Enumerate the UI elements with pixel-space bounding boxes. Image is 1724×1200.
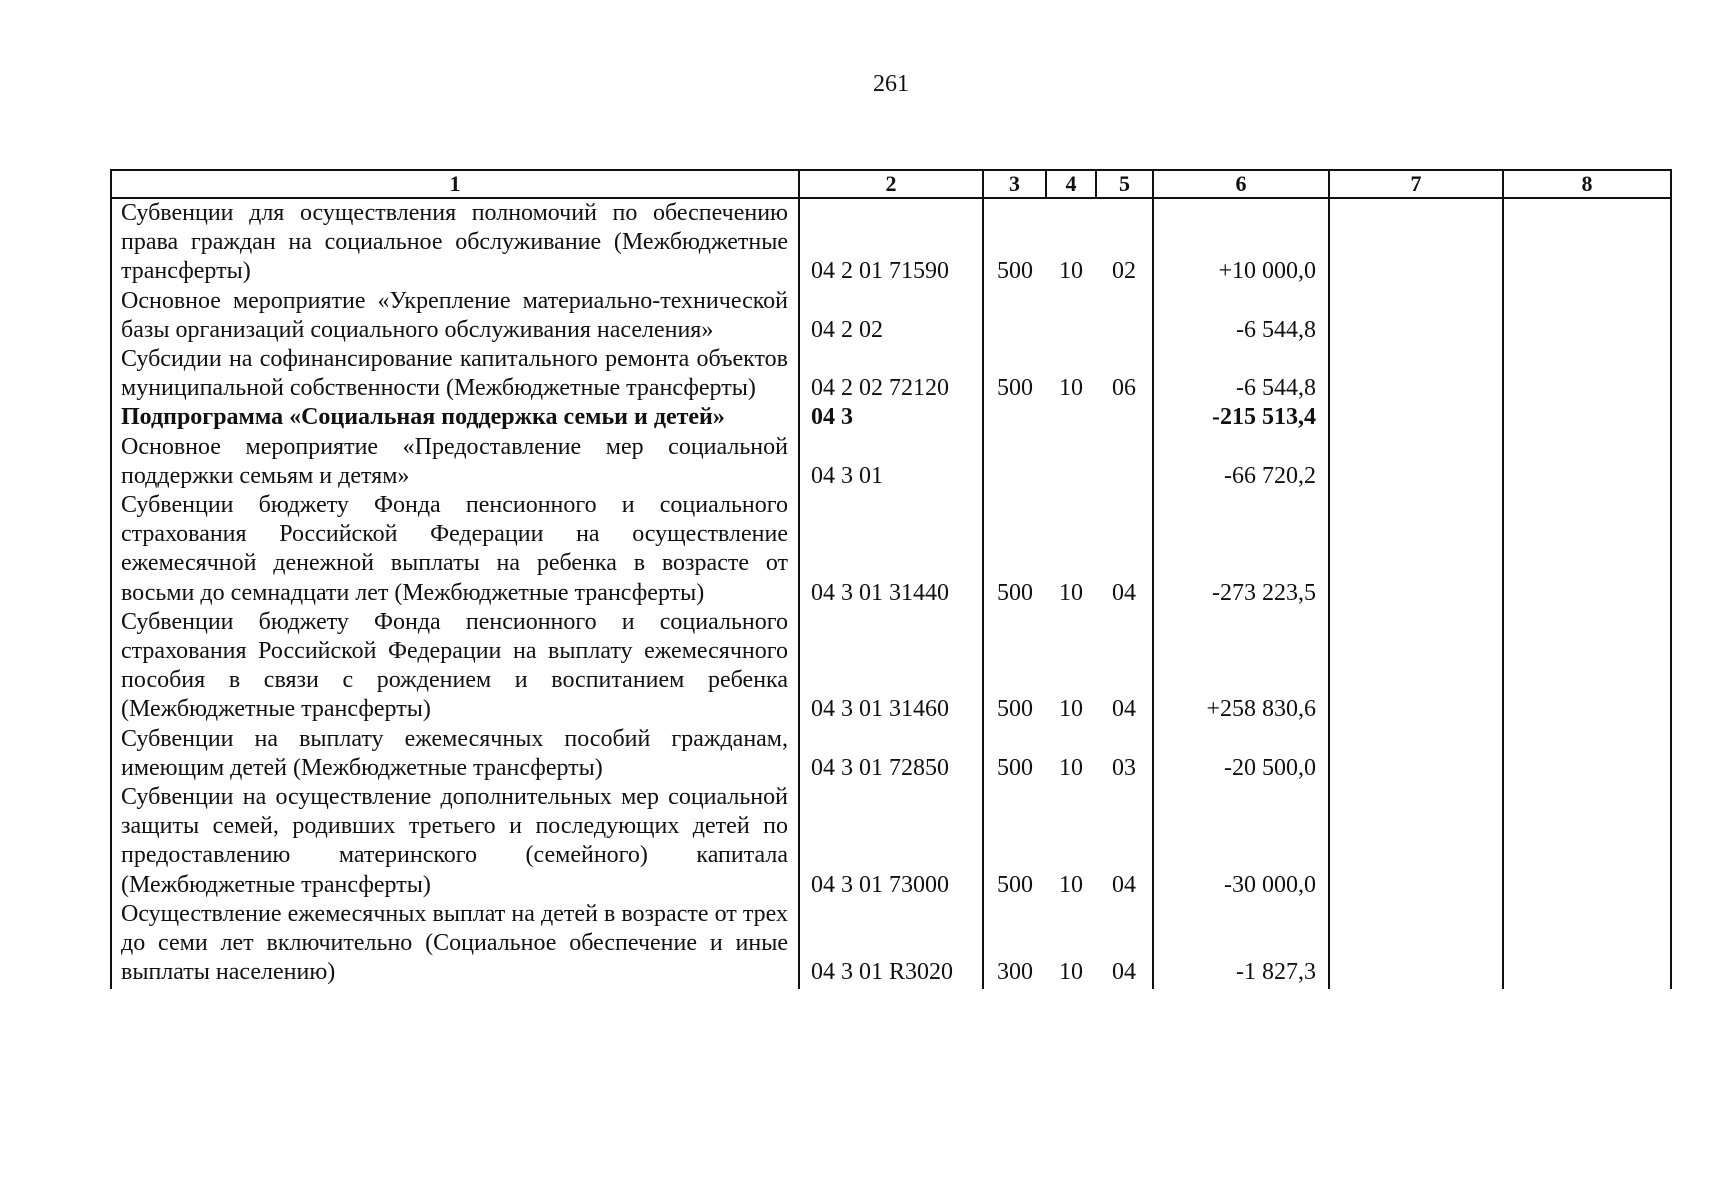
row-col4-cell: 10 xyxy=(1059,375,1083,402)
row-code-cell: 04 3 01 73000 xyxy=(799,783,983,900)
row-col4-cell xyxy=(1046,403,1096,432)
row-col7-cell xyxy=(1329,198,1503,287)
row-amount-cell: -20 500,0 xyxy=(1153,725,1329,783)
table-header-row xyxy=(111,170,1671,198)
table-row xyxy=(111,900,1671,990)
row-col7-cell xyxy=(1329,491,1503,608)
row-amount-cell: -273 223,5 xyxy=(1153,491,1329,608)
row-col8-cell xyxy=(1503,783,1671,900)
row-amount-cell: +258 830,6 xyxy=(1153,608,1329,725)
row-col3-cell: 500 xyxy=(983,725,1046,783)
row-name-cell: Субсидии на софинансирование капитального ремонта объектов муниципальной собственности (Межбюджетные трансферты) xyxy=(111,345,799,403)
row-col5-cell: 03 xyxy=(1096,725,1153,783)
row-col7-cell xyxy=(1329,725,1503,783)
row-amount-cell: -6 544,8 xyxy=(1153,287,1329,345)
budget-table xyxy=(110,169,1672,989)
row-code-cell: 04 3 xyxy=(799,403,983,432)
row-name-cell: Субвенции на выплату ежемесячных пособий гражданам, имеющим детей (Межбюджетные трансферты) xyxy=(111,725,799,783)
row-col4-cell: 10 xyxy=(1059,754,1083,781)
row-col8-cell xyxy=(1503,198,1671,287)
row-col7-cell xyxy=(1329,433,1503,491)
row-col7-cell xyxy=(1329,783,1503,900)
table-row xyxy=(111,783,1671,900)
row-name-cell: Осуществление ежемесячных выплат на детей в возрасте от трех до семи лет включительно (Социальное обеспечение и иные выплаты населению) xyxy=(111,900,799,990)
row-col4-cell: 10 xyxy=(1059,258,1083,285)
table-row xyxy=(111,198,1671,287)
header-col-4: 4 xyxy=(1046,170,1096,198)
table-row xyxy=(111,433,1671,491)
row-col3-cell: 500 xyxy=(983,491,1046,608)
row-col5-cell xyxy=(1096,287,1153,345)
header-col-6: 6 xyxy=(1153,170,1329,198)
row-code-cell: 04 3 01 31460 xyxy=(799,608,983,725)
row-col4-cell: 10 xyxy=(1059,696,1083,723)
row-col5-cell: 04 xyxy=(1096,491,1153,608)
row-col7-cell xyxy=(1329,900,1503,990)
row-name-cell: Субвенции бюджету Фонда пенсионного и социального страхования Российской Федерации на выплату ежемесячного пособия в связи с рождением и воспитанием ребенка (Межбюджетные трансферты) xyxy=(111,608,799,725)
row-amount-cell: +10 000,0 xyxy=(1153,198,1329,287)
row-amount-cell: -1 827,3 xyxy=(1153,900,1329,990)
table-row xyxy=(111,345,1671,403)
row-col8-cell xyxy=(1503,403,1671,432)
table-row xyxy=(111,287,1671,345)
row-code-cell: 04 3 01 xyxy=(799,433,983,491)
row-col5-cell: 02 xyxy=(1096,198,1153,287)
row-col8-cell xyxy=(1503,345,1671,403)
table-row xyxy=(111,491,1671,608)
row-col5-cell: 04 xyxy=(1096,900,1153,990)
header-col-2: 2 xyxy=(799,170,983,198)
table-row xyxy=(111,403,1671,432)
row-col3-cell xyxy=(983,287,1046,345)
row-col5-cell: 06 xyxy=(1096,345,1153,403)
row-col7-cell xyxy=(1329,403,1503,432)
header-col-7: 7 xyxy=(1329,170,1503,198)
row-code-cell: 04 3 01 31440 xyxy=(799,491,983,608)
row-col3-cell xyxy=(983,403,1046,432)
row-code-cell: 04 2 02 xyxy=(799,287,983,345)
row-col8-cell xyxy=(1503,725,1671,783)
row-col3-cell xyxy=(983,433,1046,491)
table-row xyxy=(111,725,1671,783)
row-code-cell: 04 2 02 72120 xyxy=(799,345,983,403)
row-col3-cell: 500 xyxy=(983,783,1046,900)
row-col3-cell: 300 xyxy=(983,900,1046,990)
header-col-8: 8 xyxy=(1503,170,1671,198)
row-name-cell: Субвенции бюджету Фонда пенсионного и социального страхования Российской Федерации на осуществление ежемесячной денежной выплаты на ребенка в возрасте от восьми до семнадцати лет (Межбюджетные трансферты) xyxy=(111,491,799,608)
row-name-cell: Субвенции на осуществление дополнительных мер социальной защиты семей, родивших третьего и последующих детей по предоставлению материнского (семейного) капитала (Межбюджетные трансферты) xyxy=(111,783,799,900)
page-number: 261 xyxy=(873,71,909,97)
row-col5-cell: 04 xyxy=(1096,783,1153,900)
row-code-cell: 04 3 01 R3020 xyxy=(799,900,983,990)
row-col8-cell xyxy=(1503,287,1671,345)
row-amount-cell: -30 000,0 xyxy=(1153,783,1329,900)
row-amount-cell: -66 720,2 xyxy=(1153,433,1329,491)
row-col4-cell: 10 xyxy=(1059,579,1083,606)
row-col5-cell xyxy=(1096,433,1153,491)
table-body xyxy=(111,198,1671,989)
row-col7-cell xyxy=(1329,345,1503,403)
row-col8-cell xyxy=(1503,491,1671,608)
row-name-cell: Субвенции для осуществления полномочий по обеспечению права граждан на социальное обслуживание (Межбюджетные трансферты) xyxy=(111,198,799,287)
row-col3-cell: 500 xyxy=(983,198,1046,287)
row-name-cell: Основное мероприятие «Предоставление мер социальной поддержки семьям и детям» xyxy=(111,433,799,491)
row-col3-cell: 500 xyxy=(983,345,1046,403)
row-code-cell: 04 2 01 71590 xyxy=(799,198,983,287)
row-amount-cell: -6 544,8 xyxy=(1153,345,1329,403)
header-col-1: 1 xyxy=(111,170,799,198)
row-col8-cell xyxy=(1503,433,1671,491)
row-amount-cell: -215 513,4 xyxy=(1153,403,1329,432)
row-name-cell: Основное мероприятие «Укрепление материально-технической базы организаций социального обслуживания населения» xyxy=(111,287,799,345)
header-col-3: 3 xyxy=(983,170,1046,198)
row-col3-cell: 500 xyxy=(983,608,1046,725)
header-col-5: 5 xyxy=(1096,170,1153,198)
row-name-cell: Подпрограмма «Социальная поддержка семьи и детей» xyxy=(111,403,799,432)
row-code-cell: 04 3 01 72850 xyxy=(799,725,983,783)
row-col8-cell xyxy=(1503,608,1671,725)
row-col7-cell xyxy=(1329,287,1503,345)
row-col5-cell: 04 xyxy=(1096,608,1153,725)
table-row xyxy=(111,608,1671,725)
row-col4-cell: 10 xyxy=(1059,871,1083,898)
row-col4-cell xyxy=(1046,287,1096,345)
row-col5-cell xyxy=(1096,403,1153,432)
row-col7-cell xyxy=(1329,608,1503,725)
row-col4-cell xyxy=(1046,433,1096,491)
row-col8-cell xyxy=(1503,900,1671,990)
row-col4-cell: 10 xyxy=(1059,959,1083,986)
